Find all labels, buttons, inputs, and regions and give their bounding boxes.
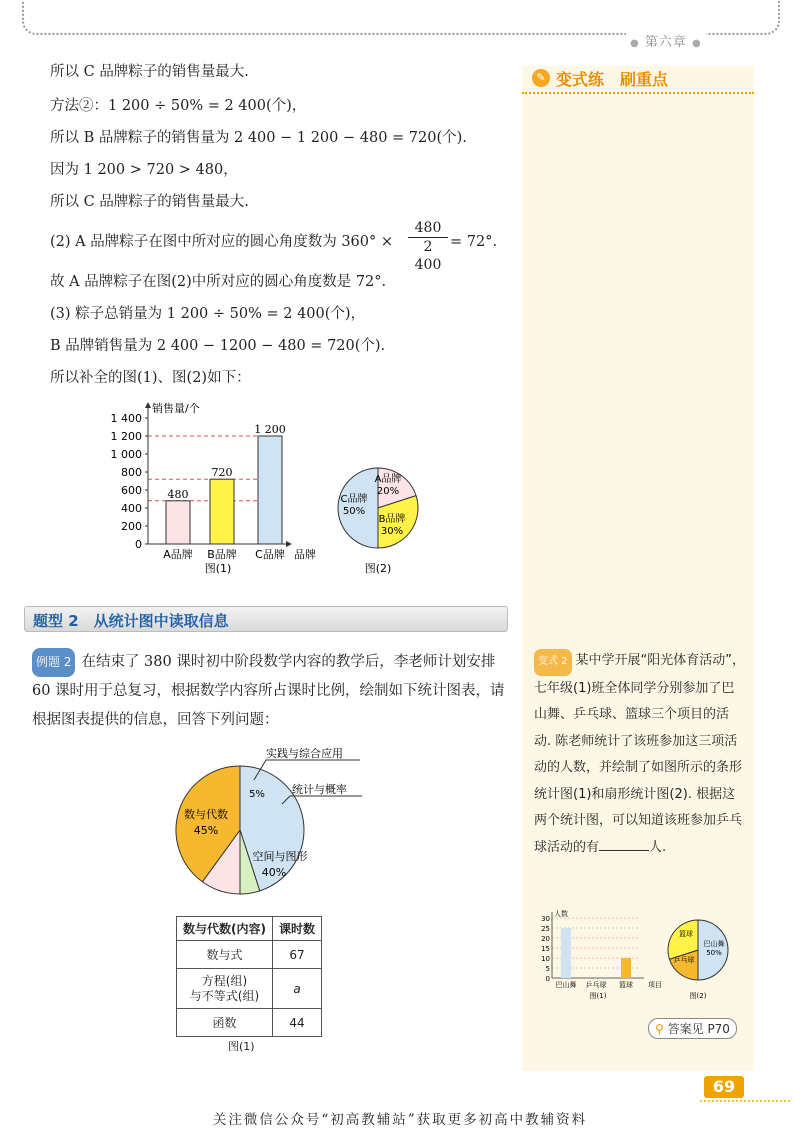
chart-caption: 图(2): [689, 992, 707, 1000]
table-cell: 数与式: [177, 941, 273, 969]
table-cell: a: [272, 969, 321, 1009]
table-header-row: [177, 917, 322, 941]
y-tick-label: 200: [121, 520, 142, 533]
y-axis-label: 销售量/个: [152, 402, 200, 415]
pie-slice-label: 空间与图形: [252, 850, 308, 863]
table-row: [177, 941, 322, 969]
bar: [621, 958, 631, 978]
chart-caption: 图(1): [589, 992, 607, 1000]
y-tick-label: 20: [541, 935, 550, 943]
y-axis-label: 人数: [554, 910, 568, 918]
example-badge: 例题 2: [32, 648, 75, 677]
pie-slice-pct: 20%: [376, 486, 400, 497]
practice-icon: ✎: [532, 69, 550, 87]
pie-slice-label: 乒乓球: [673, 956, 695, 964]
pie-slice-pct: 40%: [261, 866, 287, 879]
variant-body-end: 人.: [649, 839, 667, 855]
bar: [210, 479, 234, 544]
top-frame: [22, 0, 780, 35]
variant-badge: 变式 2: [534, 649, 572, 676]
pie-chart-subjects: [170, 748, 370, 900]
y-tick-label: 1 400: [110, 412, 142, 425]
example-body: 在结束了 380 课时初中阶段数学内容的教学后，李老师计划安排 60 课时用于总复习，根据数学内容所占课时比例，绘制如下统计图表，请根据图表提供的信息，回答下列问题：: [32, 654, 505, 728]
y-tick-label: 25: [541, 925, 550, 933]
answer-label: 答案见 P70: [667, 1022, 730, 1036]
chart-caption: 图(2): [364, 562, 392, 575]
fraction-denominator: 2 400: [414, 239, 442, 273]
pie-slice-label: 统计与概率: [292, 783, 347, 796]
sidebar-header: [522, 64, 754, 94]
solution-line: (2) A 品牌粽子在图中所对应的圆心角度数为 360° ×: [50, 234, 394, 250]
y-tick-label: 1 000: [110, 448, 142, 461]
x-axis-label: 项目: [648, 981, 662, 989]
solution-line: 因为 1 200 > 720 > 480，: [50, 162, 238, 178]
answer-blank: [599, 837, 649, 851]
bar: [258, 436, 282, 544]
pie-slice-pct: 45%: [193, 824, 219, 837]
x-tick-label: B品牌: [207, 548, 237, 561]
fraction-numerator: 480: [408, 219, 448, 238]
y-axis-arrow: [145, 402, 151, 408]
y-tick-label: 5: [545, 965, 550, 973]
pie-slice-label: C品牌: [340, 494, 368, 505]
y-tick-label: 15: [541, 945, 550, 953]
pie-slice-pct: 50%: [706, 949, 722, 957]
solution-line: B 品牌销售量为 2 400 − 1200 − 480 = 720(个).: [50, 338, 386, 354]
y-tick-label: 10: [541, 955, 550, 963]
table-row: [177, 1009, 322, 1037]
page-number: 69: [704, 1076, 744, 1098]
bar: [166, 501, 190, 544]
y-tick-label: 0: [545, 975, 550, 983]
pie-slice-label: 数与代数: [184, 808, 228, 821]
solution-line: 所以补全的图(1)、图(2)如下：: [50, 370, 251, 386]
table-caption: 图(1): [228, 1040, 255, 1053]
fraction: [408, 219, 448, 274]
variant-body: 某中学开展“阳光体育活动”，七年级(1)班全体同学分别参加了巴山舞、乒乓球、篮球三个项目的活动. 陈老师统计了该班参加这三项活动的人数，并绘制了如图所示的条形统计图(1)和扇形统计图(2). 根据这两个统计图，可以知道该班参加乒乓球活动的有: [534, 653, 746, 855]
bar-chart-activities: [534, 908, 666, 1004]
x-tick-label: 篮球: [619, 981, 633, 989]
x-tick-label: 乒乓球: [585, 981, 607, 989]
y-tick-label: 1 200: [110, 430, 142, 443]
solution-line: 所以 C 品牌粽子的销售量最大.: [50, 64, 249, 80]
y-tick-label: 0: [135, 538, 142, 551]
table-header-cell: 数与代数(内容): [177, 917, 273, 941]
x-tick-label: A品牌: [163, 548, 193, 561]
pie-slice-pct: 50%: [342, 506, 366, 517]
pie-slice-pct: 5%: [249, 789, 265, 800]
pie-slice-label: 篮球: [679, 930, 693, 938]
table-cell: 67: [272, 941, 321, 969]
bar-value-label: 480: [167, 487, 189, 501]
table-cell: 方程(组) 与不等式(组): [177, 969, 273, 1009]
y-tick-label: 30: [541, 915, 550, 923]
x-tick-label: C品牌: [255, 548, 285, 561]
solution-line: (3) 粽子总销量为 1 200 ÷ 50% = 2 400(个)，: [50, 306, 366, 322]
solution-line: 故 A 品牌粽子在图(2)中所对应的圆心角度数是 72°.: [50, 274, 387, 290]
table-cell: 函数: [177, 1009, 273, 1037]
footer-note: 关注微信公众号“初高教辅站”获取更多初高中教辅资料: [212, 1112, 588, 1128]
section-title: 题型 2 从统计图中读取信息: [33, 612, 229, 630]
bar-value-label: 1 200: [254, 423, 286, 436]
variant-problem: [534, 648, 746, 861]
solution-line: 所以 C 品牌粽子的销售量最大.: [50, 194, 249, 210]
bar-chart-brands: [100, 396, 330, 574]
pie-chart-brands: [332, 460, 432, 578]
y-tick-label: 600: [121, 484, 142, 497]
pie-slice-label: A品牌: [374, 474, 402, 485]
bar: [561, 928, 571, 978]
solution-line: 方法②：1 200 ÷ 50% = 2 400(个)，: [50, 98, 307, 114]
section-header: [24, 606, 508, 632]
key-icon: ⚲: [655, 1022, 664, 1036]
table-cell: 44: [272, 1009, 321, 1037]
pie-chart-activities: [664, 914, 736, 1002]
x-tick-label: 巴山舞: [555, 981, 577, 989]
chapter-label: ● 第六章 ●: [626, 31, 706, 50]
answer-link[interactable]: [648, 1018, 737, 1039]
table-row: [177, 969, 322, 1009]
pie-slice-label: 实践与综合应用: [266, 748, 343, 760]
y-tick-label: 400: [121, 502, 142, 515]
y-tick-label: 800: [121, 466, 142, 479]
hours-table: [176, 916, 322, 1037]
sidebar-title: 变式练 刷重点: [556, 70, 669, 89]
example-text: [32, 648, 510, 735]
solution-line: = 72°.: [450, 234, 498, 250]
pie-slice-pct: 30%: [380, 526, 404, 537]
chart-caption: 图(1): [204, 562, 232, 574]
pie-slice-label: B品牌: [378, 514, 406, 525]
pie-slice-label: 巴山舞: [703, 940, 725, 948]
x-axis-arrow: [286, 541, 292, 547]
bar-value-label: 720: [211, 466, 233, 480]
table-header-cell: 课时数: [272, 917, 321, 941]
x-axis-label: 品牌: [294, 548, 316, 561]
solution-line: 所以 B 品牌粽子的销售量为 2 400 − 1 200 − 480 = 720(个).: [50, 130, 467, 146]
